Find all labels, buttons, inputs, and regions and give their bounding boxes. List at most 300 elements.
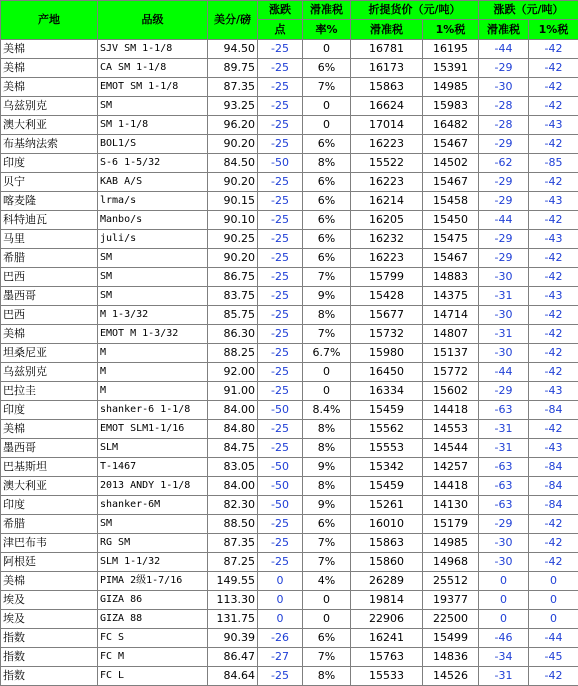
cell-usd-per-lb: 89.75: [208, 59, 258, 78]
cell-usd-per-lb: 96.20: [208, 116, 258, 135]
cell-change-slide-tax: -30: [479, 268, 529, 287]
cell-usd-per-lb: 94.50: [208, 40, 258, 59]
cell-grade: KAB A/S: [98, 173, 208, 192]
cell-origin: 美棉: [1, 40, 98, 59]
cell-usd-per-lb: 93.25: [208, 97, 258, 116]
cell-change-points: -25: [258, 344, 303, 363]
table-row: [1, 629, 578, 648]
cell-grade: FC L: [98, 667, 208, 686]
cell-change-one-pct-tax: -43: [529, 230, 578, 249]
cell-price-one-pct-tax: 25512: [423, 572, 479, 591]
cell-origin: 阿根廷: [1, 553, 98, 572]
cell-grade: SLM: [98, 439, 208, 458]
cell-change-one-pct-tax: -42: [529, 40, 578, 59]
cell-usd-per-lb: 131.75: [208, 610, 258, 629]
cell-slide-tax-rate: 0: [303, 363, 351, 382]
cell-change-points: 0: [258, 610, 303, 629]
cell-slide-tax-rate: 0: [303, 382, 351, 401]
cell-change-one-pct-tax: -42: [529, 534, 578, 553]
table-row: [1, 306, 578, 325]
cell-origin: 墨西哥: [1, 439, 98, 458]
cell-change-one-pct-tax: -43: [529, 382, 578, 401]
cell-price-slide-tax: 15533: [351, 667, 423, 686]
cell-change-slide-tax: -29: [479, 382, 529, 401]
cell-change-one-pct-tax: 0: [529, 572, 578, 591]
cell-change-points: -25: [258, 420, 303, 439]
cell-slide-tax-rate: 9%: [303, 287, 351, 306]
cell-slide-tax-rate: 6.7%: [303, 344, 351, 363]
cell-price-one-pct-tax: 14418: [423, 477, 479, 496]
cell-change-points: -25: [258, 135, 303, 154]
table-row: [1, 572, 578, 591]
cell-change-points: -50: [258, 477, 303, 496]
cell-usd-per-lb: 85.75: [208, 306, 258, 325]
cell-price-one-pct-tax: 14418: [423, 401, 479, 420]
cell-origin: 乌兹别克: [1, 363, 98, 382]
cell-change-one-pct-tax: -43: [529, 439, 578, 458]
cell-slide-tax-rate: 8%: [303, 306, 351, 325]
cell-change-points: -50: [258, 154, 303, 173]
cell-price-one-pct-tax: 15458: [423, 192, 479, 211]
cell-price-slide-tax: 15261: [351, 496, 423, 515]
cell-slide-tax-rate: 4%: [303, 572, 351, 591]
cell-change-slide-tax: -29: [479, 192, 529, 211]
cell-price-one-pct-tax: 15467: [423, 249, 479, 268]
cell-price-slide-tax: 15562: [351, 420, 423, 439]
cell-price-slide-tax: 16624: [351, 97, 423, 116]
cell-grade: T-1467: [98, 458, 208, 477]
cell-usd-per-lb: 88.25: [208, 344, 258, 363]
cell-change-one-pct-tax: -42: [529, 515, 578, 534]
cell-change-one-pct-tax: -42: [529, 325, 578, 344]
cell-change-points: -50: [258, 496, 303, 515]
cell-slide-tax-rate: 0: [303, 116, 351, 135]
cell-change-one-pct-tax: -84: [529, 496, 578, 515]
cell-grade: FC M: [98, 648, 208, 667]
cell-slide-tax-rate: 6%: [303, 59, 351, 78]
cell-price-slide-tax: 15863: [351, 78, 423, 97]
cell-change-one-pct-tax: -85: [529, 154, 578, 173]
cell-usd-per-lb: 91.00: [208, 382, 258, 401]
cell-usd-per-lb: 90.39: [208, 629, 258, 648]
table-row: [1, 382, 578, 401]
cell-change-points: -50: [258, 401, 303, 420]
cell-usd-per-lb: 86.75: [208, 268, 258, 287]
cell-price-slide-tax: 19814: [351, 591, 423, 610]
cell-price-slide-tax: 16334: [351, 382, 423, 401]
cell-change-one-pct-tax: -42: [529, 553, 578, 572]
cell-change-points: -25: [258, 40, 303, 59]
table-row: [1, 325, 578, 344]
cell-price-one-pct-tax: 15450: [423, 211, 479, 230]
header-origin: 产地: [1, 1, 98, 40]
cell-origin: 埃及: [1, 591, 98, 610]
cell-price-slide-tax: 17014: [351, 116, 423, 135]
cell-slide-tax-rate: 7%: [303, 553, 351, 572]
cell-grade: M 1-3/32: [98, 306, 208, 325]
cell-change-points: -25: [258, 515, 303, 534]
table-row: [1, 401, 578, 420]
cell-grade: RG SM: [98, 534, 208, 553]
cell-change-slide-tax: -46: [479, 629, 529, 648]
cell-change-slide-tax: 0: [479, 610, 529, 629]
cell-grade: PIMA 2级1-7/16: [98, 572, 208, 591]
cell-slide-tax-rate: 6%: [303, 192, 351, 211]
header-price-one-pct-col: 1%税: [423, 20, 479, 40]
cell-change-slide-tax: -63: [479, 496, 529, 515]
cell-grade: shanker-6M: [98, 496, 208, 515]
cell-change-one-pct-tax: -42: [529, 420, 578, 439]
cell-change-slide-tax: -29: [479, 515, 529, 534]
cell-change-slide-tax: 0: [479, 572, 529, 591]
header-slide-tax-sub: 率%: [303, 20, 351, 40]
cell-grade: lrma/s: [98, 192, 208, 211]
cell-change-one-pct-tax: -42: [529, 173, 578, 192]
header-change-sub: 点: [258, 20, 303, 40]
cell-change-points: -25: [258, 439, 303, 458]
cell-origin: 希腊: [1, 515, 98, 534]
table-row: [1, 268, 578, 287]
cell-price-one-pct-tax: 14544: [423, 439, 479, 458]
cell-price-one-pct-tax: 14257: [423, 458, 479, 477]
cell-change-one-pct-tax: -84: [529, 477, 578, 496]
cell-change-points: -25: [258, 553, 303, 572]
cell-usd-per-lb: 86.47: [208, 648, 258, 667]
cell-grade: CA SM 1-1/8: [98, 59, 208, 78]
cell-price-slide-tax: 16781: [351, 40, 423, 59]
cell-change-one-pct-tax: -84: [529, 458, 578, 477]
cell-price-one-pct-tax: 14375: [423, 287, 479, 306]
cell-slide-tax-rate: 8%: [303, 154, 351, 173]
cell-grade: M: [98, 363, 208, 382]
cell-grade: SM: [98, 515, 208, 534]
cell-slide-tax-rate: 0: [303, 610, 351, 629]
cell-price-one-pct-tax: 14553: [423, 420, 479, 439]
cell-change-slide-tax: -44: [479, 40, 529, 59]
cell-price-one-pct-tax: 14985: [423, 78, 479, 97]
cell-price-slide-tax: 15763: [351, 648, 423, 667]
cell-change-points: 0: [258, 572, 303, 591]
cell-usd-per-lb: 84.75: [208, 439, 258, 458]
table-row: [1, 211, 578, 230]
cell-origin: 喀麦隆: [1, 192, 98, 211]
cell-price-slide-tax: 15863: [351, 534, 423, 553]
cell-change-points: -25: [258, 382, 303, 401]
header-converted-price: 折提货价（元/吨）: [351, 1, 479, 20]
table-row: [1, 78, 578, 97]
cell-origin: 指数: [1, 629, 98, 648]
cell-grade: BOL1/S: [98, 135, 208, 154]
cell-change-slide-tax: -30: [479, 553, 529, 572]
cell-change-slide-tax: -29: [479, 135, 529, 154]
cell-change-slide-tax: -30: [479, 534, 529, 553]
cell-price-one-pct-tax: 14883: [423, 268, 479, 287]
cell-price-slide-tax: 15553: [351, 439, 423, 458]
cell-grade: SM: [98, 268, 208, 287]
cell-change-one-pct-tax: -42: [529, 268, 578, 287]
cell-price-one-pct-tax: 15602: [423, 382, 479, 401]
cell-grade: SLM 1-1/32: [98, 553, 208, 572]
cell-price-slide-tax: 16223: [351, 135, 423, 154]
table-row: [1, 97, 578, 116]
cell-change-one-pct-tax: -84: [529, 401, 578, 420]
cell-usd-per-lb: 87.25: [208, 553, 258, 572]
cell-price-slide-tax: 16173: [351, 59, 423, 78]
header-change: 涨跌: [258, 1, 303, 20]
cell-change-points: -50: [258, 458, 303, 477]
cell-origin: 美棉: [1, 325, 98, 344]
cell-price-one-pct-tax: 16195: [423, 40, 479, 59]
cell-change-points: -25: [258, 230, 303, 249]
cell-change-slide-tax: -29: [479, 230, 529, 249]
cell-price-one-pct-tax: 14502: [423, 154, 479, 173]
cell-price-slide-tax: 15428: [351, 287, 423, 306]
cell-usd-per-lb: 92.00: [208, 363, 258, 382]
cell-price-slide-tax: 15342: [351, 458, 423, 477]
cell-change-points: -25: [258, 116, 303, 135]
cell-slide-tax-rate: 7%: [303, 325, 351, 344]
cell-usd-per-lb: 149.55: [208, 572, 258, 591]
cell-grade: juli/s: [98, 230, 208, 249]
cell-usd-per-lb: 84.80: [208, 420, 258, 439]
cell-grade: EMOT M 1-3/32: [98, 325, 208, 344]
cell-slide-tax-rate: 6%: [303, 173, 351, 192]
cell-change-one-pct-tax: -45: [529, 648, 578, 667]
cell-change-slide-tax: -31: [479, 287, 529, 306]
header-usd-per-lb: 美分/磅: [208, 1, 258, 40]
cell-change-slide-tax: -44: [479, 363, 529, 382]
table-row: [1, 610, 578, 629]
cell-slide-tax-rate: 8.4%: [303, 401, 351, 420]
table-row: [1, 648, 578, 667]
cell-change-one-pct-tax: -42: [529, 249, 578, 268]
cell-slide-tax-rate: 9%: [303, 496, 351, 515]
table-row: [1, 154, 578, 173]
cell-change-slide-tax: -34: [479, 648, 529, 667]
cell-price-one-pct-tax: 15499: [423, 629, 479, 648]
table-row: [1, 477, 578, 496]
cell-usd-per-lb: 90.20: [208, 135, 258, 154]
cell-price-one-pct-tax: 22500: [423, 610, 479, 629]
cell-change-slide-tax: -31: [479, 667, 529, 686]
cell-origin: 巴西: [1, 268, 98, 287]
cell-price-slide-tax: 15459: [351, 401, 423, 420]
cell-origin: 印度: [1, 401, 98, 420]
cell-price-one-pct-tax: 14985: [423, 534, 479, 553]
cell-origin: 巴基斯坦: [1, 458, 98, 477]
cell-price-one-pct-tax: 15467: [423, 135, 479, 154]
cell-change-slide-tax: -30: [479, 344, 529, 363]
cell-slide-tax-rate: 0: [303, 40, 351, 59]
cell-usd-per-lb: 90.20: [208, 249, 258, 268]
cell-change-slide-tax: -31: [479, 325, 529, 344]
table-row: [1, 230, 578, 249]
cell-origin: 津巴布韦: [1, 534, 98, 553]
cell-price-slide-tax: 15799: [351, 268, 423, 287]
cell-change-one-pct-tax: 0: [529, 591, 578, 610]
cell-change-points: -25: [258, 211, 303, 230]
cell-origin: 美棉: [1, 78, 98, 97]
cell-origin: 印度: [1, 496, 98, 515]
cell-slide-tax-rate: 8%: [303, 439, 351, 458]
cell-change-one-pct-tax: 0: [529, 610, 578, 629]
cell-origin: 马里: [1, 230, 98, 249]
cell-slide-tax-rate: 6%: [303, 230, 351, 249]
cell-usd-per-lb: 87.35: [208, 78, 258, 97]
cell-change-one-pct-tax: -42: [529, 97, 578, 116]
cell-price-one-pct-tax: 15179: [423, 515, 479, 534]
cell-price-one-pct-tax: 14526: [423, 667, 479, 686]
cell-grade: SM: [98, 97, 208, 116]
cell-usd-per-lb: 84.64: [208, 667, 258, 686]
table-row: [1, 420, 578, 439]
cell-grade: EMOT SLM1-1/16: [98, 420, 208, 439]
cell-origin: 坦桑尼亚: [1, 344, 98, 363]
cell-price-one-pct-tax: 14714: [423, 306, 479, 325]
table-row: [1, 458, 578, 477]
table-row: [1, 439, 578, 458]
cell-change-slide-tax: -29: [479, 249, 529, 268]
cell-slide-tax-rate: 6%: [303, 249, 351, 268]
cell-usd-per-lb: 83.75: [208, 287, 258, 306]
table-row: [1, 287, 578, 306]
cell-change-points: -26: [258, 629, 303, 648]
cell-change-points: -25: [258, 249, 303, 268]
cell-change-points: -25: [258, 78, 303, 97]
cell-slide-tax-rate: 8%: [303, 667, 351, 686]
cell-price-slide-tax: 15522: [351, 154, 423, 173]
cell-origin: 巴西: [1, 306, 98, 325]
cell-price-slide-tax: 16223: [351, 173, 423, 192]
cell-change-points: -25: [258, 325, 303, 344]
cell-price-slide-tax: 16214: [351, 192, 423, 211]
cell-grade: EMOT SM 1-1/8: [98, 78, 208, 97]
cell-slide-tax-rate: 7%: [303, 268, 351, 287]
cell-price-slide-tax: 26289: [351, 572, 423, 591]
cell-price-slide-tax: 15459: [351, 477, 423, 496]
cell-grade: 2013 ANDY 1-1/8: [98, 477, 208, 496]
cell-grade: M: [98, 344, 208, 363]
cell-usd-per-lb: 90.25: [208, 230, 258, 249]
cell-usd-per-lb: 84.50: [208, 154, 258, 173]
cell-usd-per-lb: 82.30: [208, 496, 258, 515]
cell-price-one-pct-tax: 16482: [423, 116, 479, 135]
cell-grade: SM: [98, 287, 208, 306]
cell-change-one-pct-tax: -43: [529, 287, 578, 306]
cell-grade: shanker-6 1-1/8: [98, 401, 208, 420]
cell-grade: GIZA 86: [98, 591, 208, 610]
cell-usd-per-lb: 90.20: [208, 173, 258, 192]
cell-change-slide-tax: -29: [479, 173, 529, 192]
cell-grade: SJV SM 1-1/8: [98, 40, 208, 59]
cell-change-slide-tax: -29: [479, 59, 529, 78]
cell-price-one-pct-tax: 15475: [423, 230, 479, 249]
cell-price-slide-tax: 22906: [351, 610, 423, 629]
cell-grade: SM 1-1/8: [98, 116, 208, 135]
cell-change-one-pct-tax: -43: [529, 116, 578, 135]
cell-change-slide-tax: -44: [479, 211, 529, 230]
cell-change-slide-tax: -30: [479, 306, 529, 325]
table-row: [1, 344, 578, 363]
cell-usd-per-lb: 84.00: [208, 401, 258, 420]
table-row: [1, 40, 578, 59]
cell-change-one-pct-tax: -42: [529, 344, 578, 363]
cell-change-slide-tax: -63: [479, 477, 529, 496]
cell-origin: 澳大利亚: [1, 116, 98, 135]
cell-price-one-pct-tax: 15391: [423, 59, 479, 78]
table-row: [1, 496, 578, 515]
table-row: [1, 515, 578, 534]
cell-change-points: -25: [258, 173, 303, 192]
cell-slide-tax-rate: 6%: [303, 135, 351, 154]
cell-slide-tax-rate: 7%: [303, 648, 351, 667]
cell-change-one-pct-tax: -42: [529, 59, 578, 78]
cell-change-one-pct-tax: -42: [529, 135, 578, 154]
cell-grade: SM: [98, 249, 208, 268]
cell-price-one-pct-tax: 15983: [423, 97, 479, 116]
cell-origin: 墨西哥: [1, 287, 98, 306]
cell-origin: 科特迪瓦: [1, 211, 98, 230]
cell-origin: 美棉: [1, 420, 98, 439]
cell-change-slide-tax: -63: [479, 458, 529, 477]
cell-price-slide-tax: 15980: [351, 344, 423, 363]
cell-change-slide-tax: -28: [479, 97, 529, 116]
header-change-slide-col: 滑准税: [479, 20, 529, 40]
table-row: [1, 534, 578, 553]
cell-usd-per-lb: 83.05: [208, 458, 258, 477]
cell-change-points: -25: [258, 534, 303, 553]
cell-usd-per-lb: 87.35: [208, 534, 258, 553]
cell-price-slide-tax: 16205: [351, 211, 423, 230]
cell-price-one-pct-tax: 15137: [423, 344, 479, 363]
cell-price-one-pct-tax: 14130: [423, 496, 479, 515]
table-row: [1, 667, 578, 686]
cell-change-one-pct-tax: -42: [529, 667, 578, 686]
table-body: [1, 40, 578, 686]
cell-slide-tax-rate: 0: [303, 591, 351, 610]
cell-origin: 澳大利亚: [1, 477, 98, 496]
cell-slide-tax-rate: 7%: [303, 78, 351, 97]
cell-price-slide-tax: 16450: [351, 363, 423, 382]
cell-price-slide-tax: 15860: [351, 553, 423, 572]
cell-origin: 乌兹别克: [1, 97, 98, 116]
table-row: [1, 59, 578, 78]
cell-change-one-pct-tax: -44: [529, 629, 578, 648]
table-row: [1, 192, 578, 211]
cell-grade: Manbo/s: [98, 211, 208, 230]
table-row: [1, 173, 578, 192]
cell-price-slide-tax: 15677: [351, 306, 423, 325]
table-row: [1, 363, 578, 382]
cell-price-slide-tax: 16010: [351, 515, 423, 534]
cell-usd-per-lb: 90.10: [208, 211, 258, 230]
cell-slide-tax-rate: 8%: [303, 477, 351, 496]
cell-change-slide-tax: 0: [479, 591, 529, 610]
table-row: [1, 116, 578, 135]
cell-origin: 美棉: [1, 572, 98, 591]
header-change-cny: 涨跌（元/吨）: [479, 1, 578, 20]
cell-usd-per-lb: 86.30: [208, 325, 258, 344]
header-slide-tax: 滑准税: [303, 1, 351, 20]
cell-change-one-pct-tax: -42: [529, 78, 578, 97]
cell-slide-tax-rate: 7%: [303, 534, 351, 553]
cell-change-points: -25: [258, 59, 303, 78]
cell-change-one-pct-tax: -42: [529, 306, 578, 325]
cell-usd-per-lb: 90.15: [208, 192, 258, 211]
cell-change-slide-tax: -63: [479, 401, 529, 420]
cell-change-points: -25: [258, 268, 303, 287]
cell-origin: 埃及: [1, 610, 98, 629]
